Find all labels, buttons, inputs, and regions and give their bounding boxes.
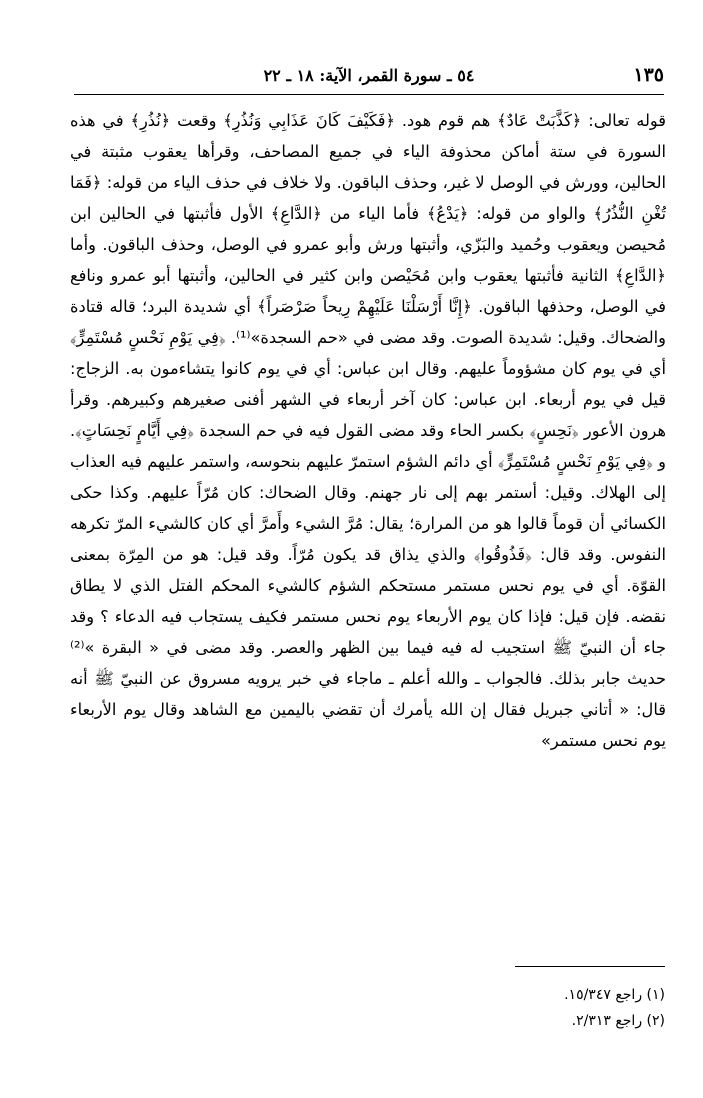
footnote-1: (١) راجع ١٥/٣٤٧. (564, 987, 665, 1003)
running-title: ٥٤ ـ سورة القمر، الآية: ١٨ ـ ٢٢ (263, 66, 475, 85)
page-header (74, 62, 664, 92)
footnotes (265, 982, 665, 1034)
footnote-separator (515, 966, 665, 967)
header-rule (74, 94, 664, 95)
footnote-2: (٢) راجع ٢/٣١٣. (571, 1013, 665, 1029)
commentary-text: قوله تعالى: ﴿كَذَّبَتْ عَادٌ﴾ هم قوم هود. ﴿فَكَيْفَ كَانَ عَذَابِي وَنُذُرِ﴾ وقعت ﴿نُذُرِ﴾ في هذه السورة في ستة أماكن محذوفة الياء في جميع المصاحف، وقرأها يعقوب مثبتة في الحالين، وورش في الوصل لا غير، وحذف الباقون. ولا خلاف في حذف الياء من قوله: ﴿فَمَا تُغْنِ النُّذُرُ﴾ والواو من قوله: ﴿يَدْعُ﴾ فأما الياء من ﴿الدَّاعِ﴾ الأول فأثبتها في الحالين ابن مُحيصن ويعقوب وحُميد والبَزّي، وأثبتها ورش وأبو عمرو في الوصل، وحذف الباقون. وأما ﴿الدَّاعِ﴾ الثانية فأثبتها يعقوب وابن مُحَيْصن وابن كثير في الحالين، وأثبتها أبو عمرو ونافع في الوصل، وحذفها الباقون. ﴿إِنَّا أَرْسَلْنَا عَلَيْهِمْ رِيحاً صَرْصَراً﴾ أي شديدة البرد؛ قاله قتادة والضحاك. وقيل: شديدة الصوت. وقد مضى في «حم السجدة»⁽¹⁾. ﴿فِي يَوْمِ نَحْسٍ مُسْتَمِرٍّ﴾ أي في يوم كان مشؤوماً عليهم. وقال ابن عباس: أي في يوم كانوا يتشاءمون به. الزجاج: قيل في يوم أربعاء. ابن عباس: كان آخر أربعاء في الشهر أفنى صغيرهم وكبيرهم. وقرأ هرون الأعور ﴿نَحِسٍ﴾ بكسر الحاء وقد مضى القول فيه في حم السجدة ﴿فِي أَيَّامٍ نَحِسَاتٍ﴾. و ﴿فِي يَوْمِ نَحْسٍ مُسْتَمِرٍّ﴾ أي دائم الشؤم استمرّ عليهم بنحوسه، واستمر عليهم فيه العذاب إلى الهلاك. وقيل: أستمر بهم إلى نار جهنم. وقال الضحاك: كان مُرّاً عليهم. وكذا حكى الكسائي أن قوماً قالوا هو من المرارة؛ يقال: مُرَّ الشيء وأَمرَّ أي كان كالشيء المرّ تكرهه النفوس. وقد قال: ﴿فَذُوقُوا﴾ والذي يذاق قد يكون مُرّاً. وقد قيل: هو من المِرّة بمعنى القوّة. أي في يوم نحس مستمر مستحكم الشؤم كالشيء المحكم الفتل الذي لا يطاق نقضه. فإن قيل: فإذا كان يوم الأربعاء يوم نحس مستمر فكيف يستجاب فيه الدعاء ؟ وقد جاء أن النبيّ ﷺ استجيب له فيه فيما بين الظهر والعصر. وقد مضى في « البقرة »⁽²⁾ حديث جابر بذلك. فالجواب ـ والله أعلم ـ ماجاء في خبر يرويه مسروق عن النبيّ ﷺ أنه قال: « أتاني جبريل فقال إن الله يأمرك أن تقضي باليمين مع الشاهد وقال يوم الأربعاء يوم نحس مستمر» (70, 111, 666, 750)
page-number: ١٣٥ (633, 64, 664, 86)
